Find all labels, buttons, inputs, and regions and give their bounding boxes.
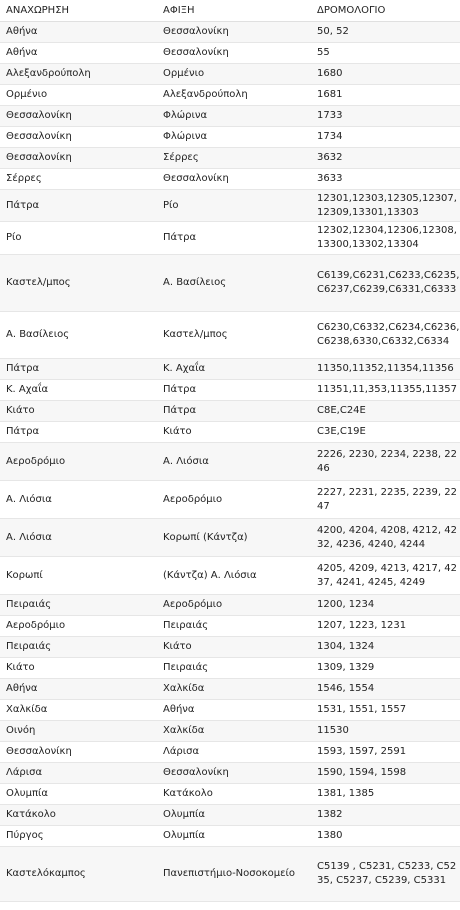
cell-arrival: Κιάτο — [157, 422, 311, 443]
cell-arrival: Πάτρα — [157, 401, 311, 422]
cell-departure: Πάτρα — [0, 190, 157, 222]
table-row — [0, 22, 460, 43]
cell-route: 1680 — [311, 64, 460, 85]
table-body — [0, 22, 460, 902]
cell-route: C6230,C6332,C6234,C6236,C6238,6330,C6332,C6334 — [311, 312, 460, 359]
cell-route: 3632 — [311, 148, 460, 169]
cell-arrival: Κ. Αχαΐα — [157, 359, 311, 380]
cell-route: 1382 — [311, 805, 460, 826]
cell-route: C8E,C24E — [311, 401, 460, 422]
cell-route: 1593, 1597, 2591 — [311, 742, 460, 763]
cell-route: 11530 — [311, 721, 460, 742]
cell-arrival: Λάρισα — [157, 742, 311, 763]
table-row — [0, 106, 460, 127]
cell-departure: Πειραιάς — [0, 595, 157, 616]
cell-departure: Κατάκολο — [0, 805, 157, 826]
cell-arrival: Σέρρες — [157, 148, 311, 169]
cell-arrival: Ολυμπία — [157, 826, 311, 847]
cell-departure: Αεροδρόμιο — [0, 443, 157, 481]
cell-arrival: Αθήνα — [157, 700, 311, 721]
cell-departure: Λάρισα — [0, 763, 157, 784]
cell-arrival: Θεσσαλονίκη — [157, 169, 311, 190]
cell-departure: Καστελόκαμπος — [0, 847, 157, 902]
cell-arrival: (Κάντζα) Α. Λιόσια — [157, 557, 311, 595]
header-route: ΔΡΟΜΟΛΟΓΙΟ — [311, 0, 460, 22]
cell-arrival: Θεσσαλονίκη — [157, 43, 311, 64]
header-arrival: ΑΦΙΞΗ — [157, 0, 311, 22]
cell-arrival: Φλώρινα — [157, 106, 311, 127]
cell-arrival: Ορμένιο — [157, 64, 311, 85]
cell-route: C6139,C6231,C6233,C6235,C6237,C6239,C6331,C6333 — [311, 255, 460, 312]
cell-departure: Ορμένιο — [0, 85, 157, 106]
header-row — [0, 0, 460, 22]
table-row — [0, 481, 460, 519]
cell-departure: Αθήνα — [0, 22, 157, 43]
cell-route: 4200, 4204, 4208, 4212, 4232, 4236, 4240, 4244 — [311, 519, 460, 557]
cell-arrival: Χαλκίδα — [157, 679, 311, 700]
cell-arrival: Θεσσαλονίκη — [157, 22, 311, 43]
table-row — [0, 64, 460, 85]
table-row — [0, 658, 460, 679]
cell-arrival: Πανεπιστήμιο-Νοσοκομείο — [157, 847, 311, 902]
cell-arrival: Φλώρινα — [157, 127, 311, 148]
cell-arrival: Πάτρα — [157, 222, 311, 255]
table-row — [0, 557, 460, 595]
table-row — [0, 43, 460, 64]
cell-arrival: Αλεξανδρούπολη — [157, 85, 311, 106]
cell-arrival: Α. Βασίλειος — [157, 255, 311, 312]
cell-arrival: Πειραιάς — [157, 658, 311, 679]
table-row — [0, 359, 460, 380]
cell-arrival: Ρίο — [157, 190, 311, 222]
table-row — [0, 255, 460, 312]
cell-departure: Αλεξανδρούπολη — [0, 64, 157, 85]
cell-route: 2227, 2231, 2235, 2239, 2247 — [311, 481, 460, 519]
cell-departure: Αθήνα — [0, 679, 157, 700]
cell-departure: Κιάτο — [0, 401, 157, 422]
cell-route: 1200, 1234 — [311, 595, 460, 616]
table-row — [0, 127, 460, 148]
cell-arrival: Χαλκίδα — [157, 721, 311, 742]
table-row — [0, 443, 460, 481]
table-row — [0, 637, 460, 658]
cell-departure: Οινόη — [0, 721, 157, 742]
header-departure: ΑΝΑΧΩΡΗΣΗ — [0, 0, 157, 22]
cell-route: C5139 , C5231, C5233, C5235, C5237, C5239, C5331 — [311, 847, 460, 902]
cell-departure: Θεσσαλονίκη — [0, 742, 157, 763]
table-row — [0, 380, 460, 401]
cell-route: 1309, 1329 — [311, 658, 460, 679]
cell-route: 1733 — [311, 106, 460, 127]
table-row — [0, 519, 460, 557]
cell-departure: Α. Βασίλειος — [0, 312, 157, 359]
table-row — [0, 401, 460, 422]
table-row — [0, 805, 460, 826]
cell-departure: Κ. Αχαΐα — [0, 380, 157, 401]
cell-route: 1304, 1324 — [311, 637, 460, 658]
cell-route: 1207, 1223, 1231 — [311, 616, 460, 637]
cell-route: 12302,12304,12306,12308,13300,13302,13304 — [311, 222, 460, 255]
table-row — [0, 784, 460, 805]
cell-arrival: Καστελ/μπος — [157, 312, 311, 359]
cell-departure: Κορωπί — [0, 557, 157, 595]
cell-arrival: Κιάτο — [157, 637, 311, 658]
cell-route: 1546, 1554 — [311, 679, 460, 700]
table-row — [0, 85, 460, 106]
cell-departure: Α. Λιόσια — [0, 481, 157, 519]
cell-route: 1590, 1594, 1598 — [311, 763, 460, 784]
cell-departure: Ολυμπία — [0, 784, 157, 805]
table-row — [0, 595, 460, 616]
table-row — [0, 422, 460, 443]
cell-departure: Σέρρες — [0, 169, 157, 190]
cell-route: 1380 — [311, 826, 460, 847]
cell-departure: Πειραιάς — [0, 637, 157, 658]
table-row — [0, 169, 460, 190]
cell-departure: Θεσσαλονίκη — [0, 148, 157, 169]
table-row — [0, 148, 460, 169]
table-row — [0, 222, 460, 255]
cell-departure: Θεσσαλονίκη — [0, 106, 157, 127]
cell-departure: Α. Λιόσια — [0, 519, 157, 557]
cell-route: 4205, 4209, 4213, 4217, 4237, 4241, 4245, 4249 — [311, 557, 460, 595]
cell-route: 55 — [311, 43, 460, 64]
table-row — [0, 721, 460, 742]
cell-route: 11350,11352,11354,11356 — [311, 359, 460, 380]
cell-arrival: Πάτρα — [157, 380, 311, 401]
table-row — [0, 190, 460, 222]
cell-arrival: Κατάκολο — [157, 784, 311, 805]
cell-route: 1381, 1385 — [311, 784, 460, 805]
cell-route: 1681 — [311, 85, 460, 106]
table-row — [0, 847, 460, 902]
cell-route: 1734 — [311, 127, 460, 148]
cell-arrival: Πειραιάς — [157, 616, 311, 637]
table-row — [0, 763, 460, 784]
table-row — [0, 700, 460, 721]
table-header — [0, 0, 460, 22]
table-row — [0, 312, 460, 359]
cell-route: 2226, 2230, 2234, 2238, 2246 — [311, 443, 460, 481]
table-row — [0, 826, 460, 847]
cell-route: 11351,11,353,11355,11357 — [311, 380, 460, 401]
table-row — [0, 679, 460, 700]
table-row — [0, 742, 460, 763]
cell-departure: Πάτρα — [0, 359, 157, 380]
cell-departure: Θεσσαλονίκη — [0, 127, 157, 148]
cell-departure: Καστελ/μπος — [0, 255, 157, 312]
cell-route: 12301,12303,12305,12307,12309,13301,13303 — [311, 190, 460, 222]
cell-route: 3633 — [311, 169, 460, 190]
cell-arrival: Κορωπί (Κάντζα) — [157, 519, 311, 557]
cell-arrival: Αεροδρόμιο — [157, 595, 311, 616]
cell-departure: Ρίο — [0, 222, 157, 255]
cell-departure: Αεροδρόμιο — [0, 616, 157, 637]
cell-arrival: Αεροδρόμιο — [157, 481, 311, 519]
cell-departure: Κιάτο — [0, 658, 157, 679]
cell-departure: Χαλκίδα — [0, 700, 157, 721]
cell-route: 50, 52 — [311, 22, 460, 43]
table-row — [0, 616, 460, 637]
cell-route: C3E,C19E — [311, 422, 460, 443]
cell-departure: Πάτρα — [0, 422, 157, 443]
cell-route: 1531, 1551, 1557 — [311, 700, 460, 721]
cell-arrival: Θεσσαλονίκη — [157, 763, 311, 784]
cell-departure: Πύργος — [0, 826, 157, 847]
cell-departure: Αθήνα — [0, 43, 157, 64]
cell-arrival: Ολυμπία — [157, 805, 311, 826]
cell-arrival: Α. Λιόσια — [157, 443, 311, 481]
